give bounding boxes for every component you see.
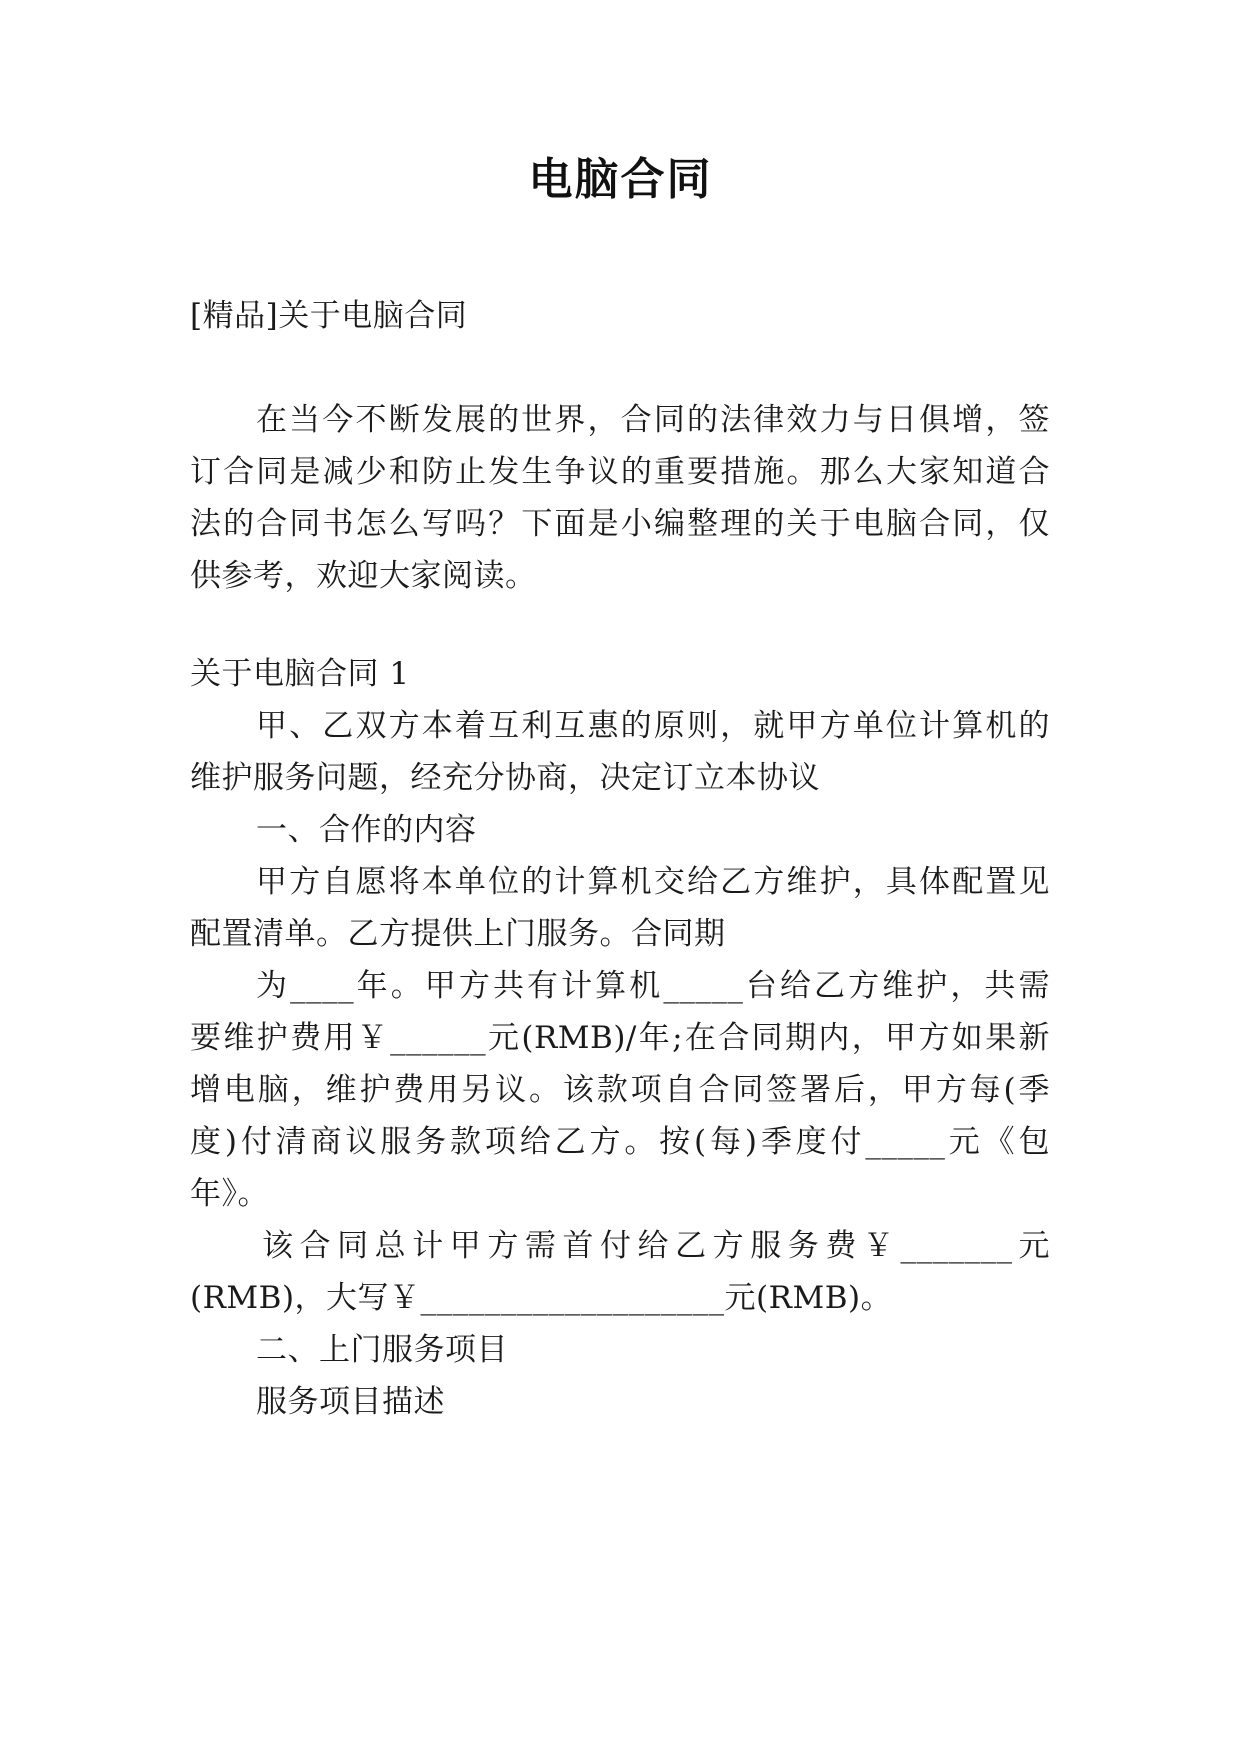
paragraph-line: 甲、乙双方本着互利互惠的原则，就甲方单位计算机的 [256,708,1050,744]
paragraph-line: 为____年。甲方共有计算机_____台给乙方维护，共需 [256,968,1050,1004]
paragraph-line: 度)付清商议服务款项给乙方。按(每)季度付_____元《包 [190,1124,1050,1160]
paragraph-line: 增电脑，维护费用另议。该款项自合同签署后，甲方每(季 [190,1072,1050,1108]
clause-subheading: 服务项目描述 [256,1384,445,1420]
clause-heading: 二、上门服务项目 [256,1332,508,1368]
section-heading: 关于电脑合同 1 [190,656,410,692]
intro-line: 供参考，欢迎大家阅读。 [190,558,537,594]
intro-line: 在当今不断发展的世界，合同的法律效力与日俱增，签 [256,402,1050,438]
paragraph-line: 配置清单。乙方提供上门服务。合同期 [190,916,726,952]
document-title: 电脑合同 [528,154,713,205]
paragraph-line: (RMB)，大写￥___________________元(RMB)。 [190,1280,893,1316]
clause-heading: 一、合作的内容 [256,812,477,848]
paragraph-line: 甲方自愿将本单位的计算机交给乙方维护，具体配置见 [256,864,1050,900]
paragraph-line: 要维护费用￥______元(RMB)/年;在合同期内，甲方如果新 [190,1020,1050,1056]
paragraph-line: 年》。 [190,1176,269,1212]
document-subtitle: [精品]关于电脑合同 [190,298,468,334]
paragraph-line: 维护服务问题，经充分协商，决定订立本协议 [190,760,820,796]
intro-line: 订合同是减少和防止发生争议的重要措施。那么大家知道合 [190,454,1050,490]
paragraph-line: 该合同总计甲方需首付给乙方服务费￥_______元 [262,1228,1050,1264]
intro-line: 法的合同书怎么写吗？下面是小编整理的关于电脑合同，仅 [190,506,1050,542]
